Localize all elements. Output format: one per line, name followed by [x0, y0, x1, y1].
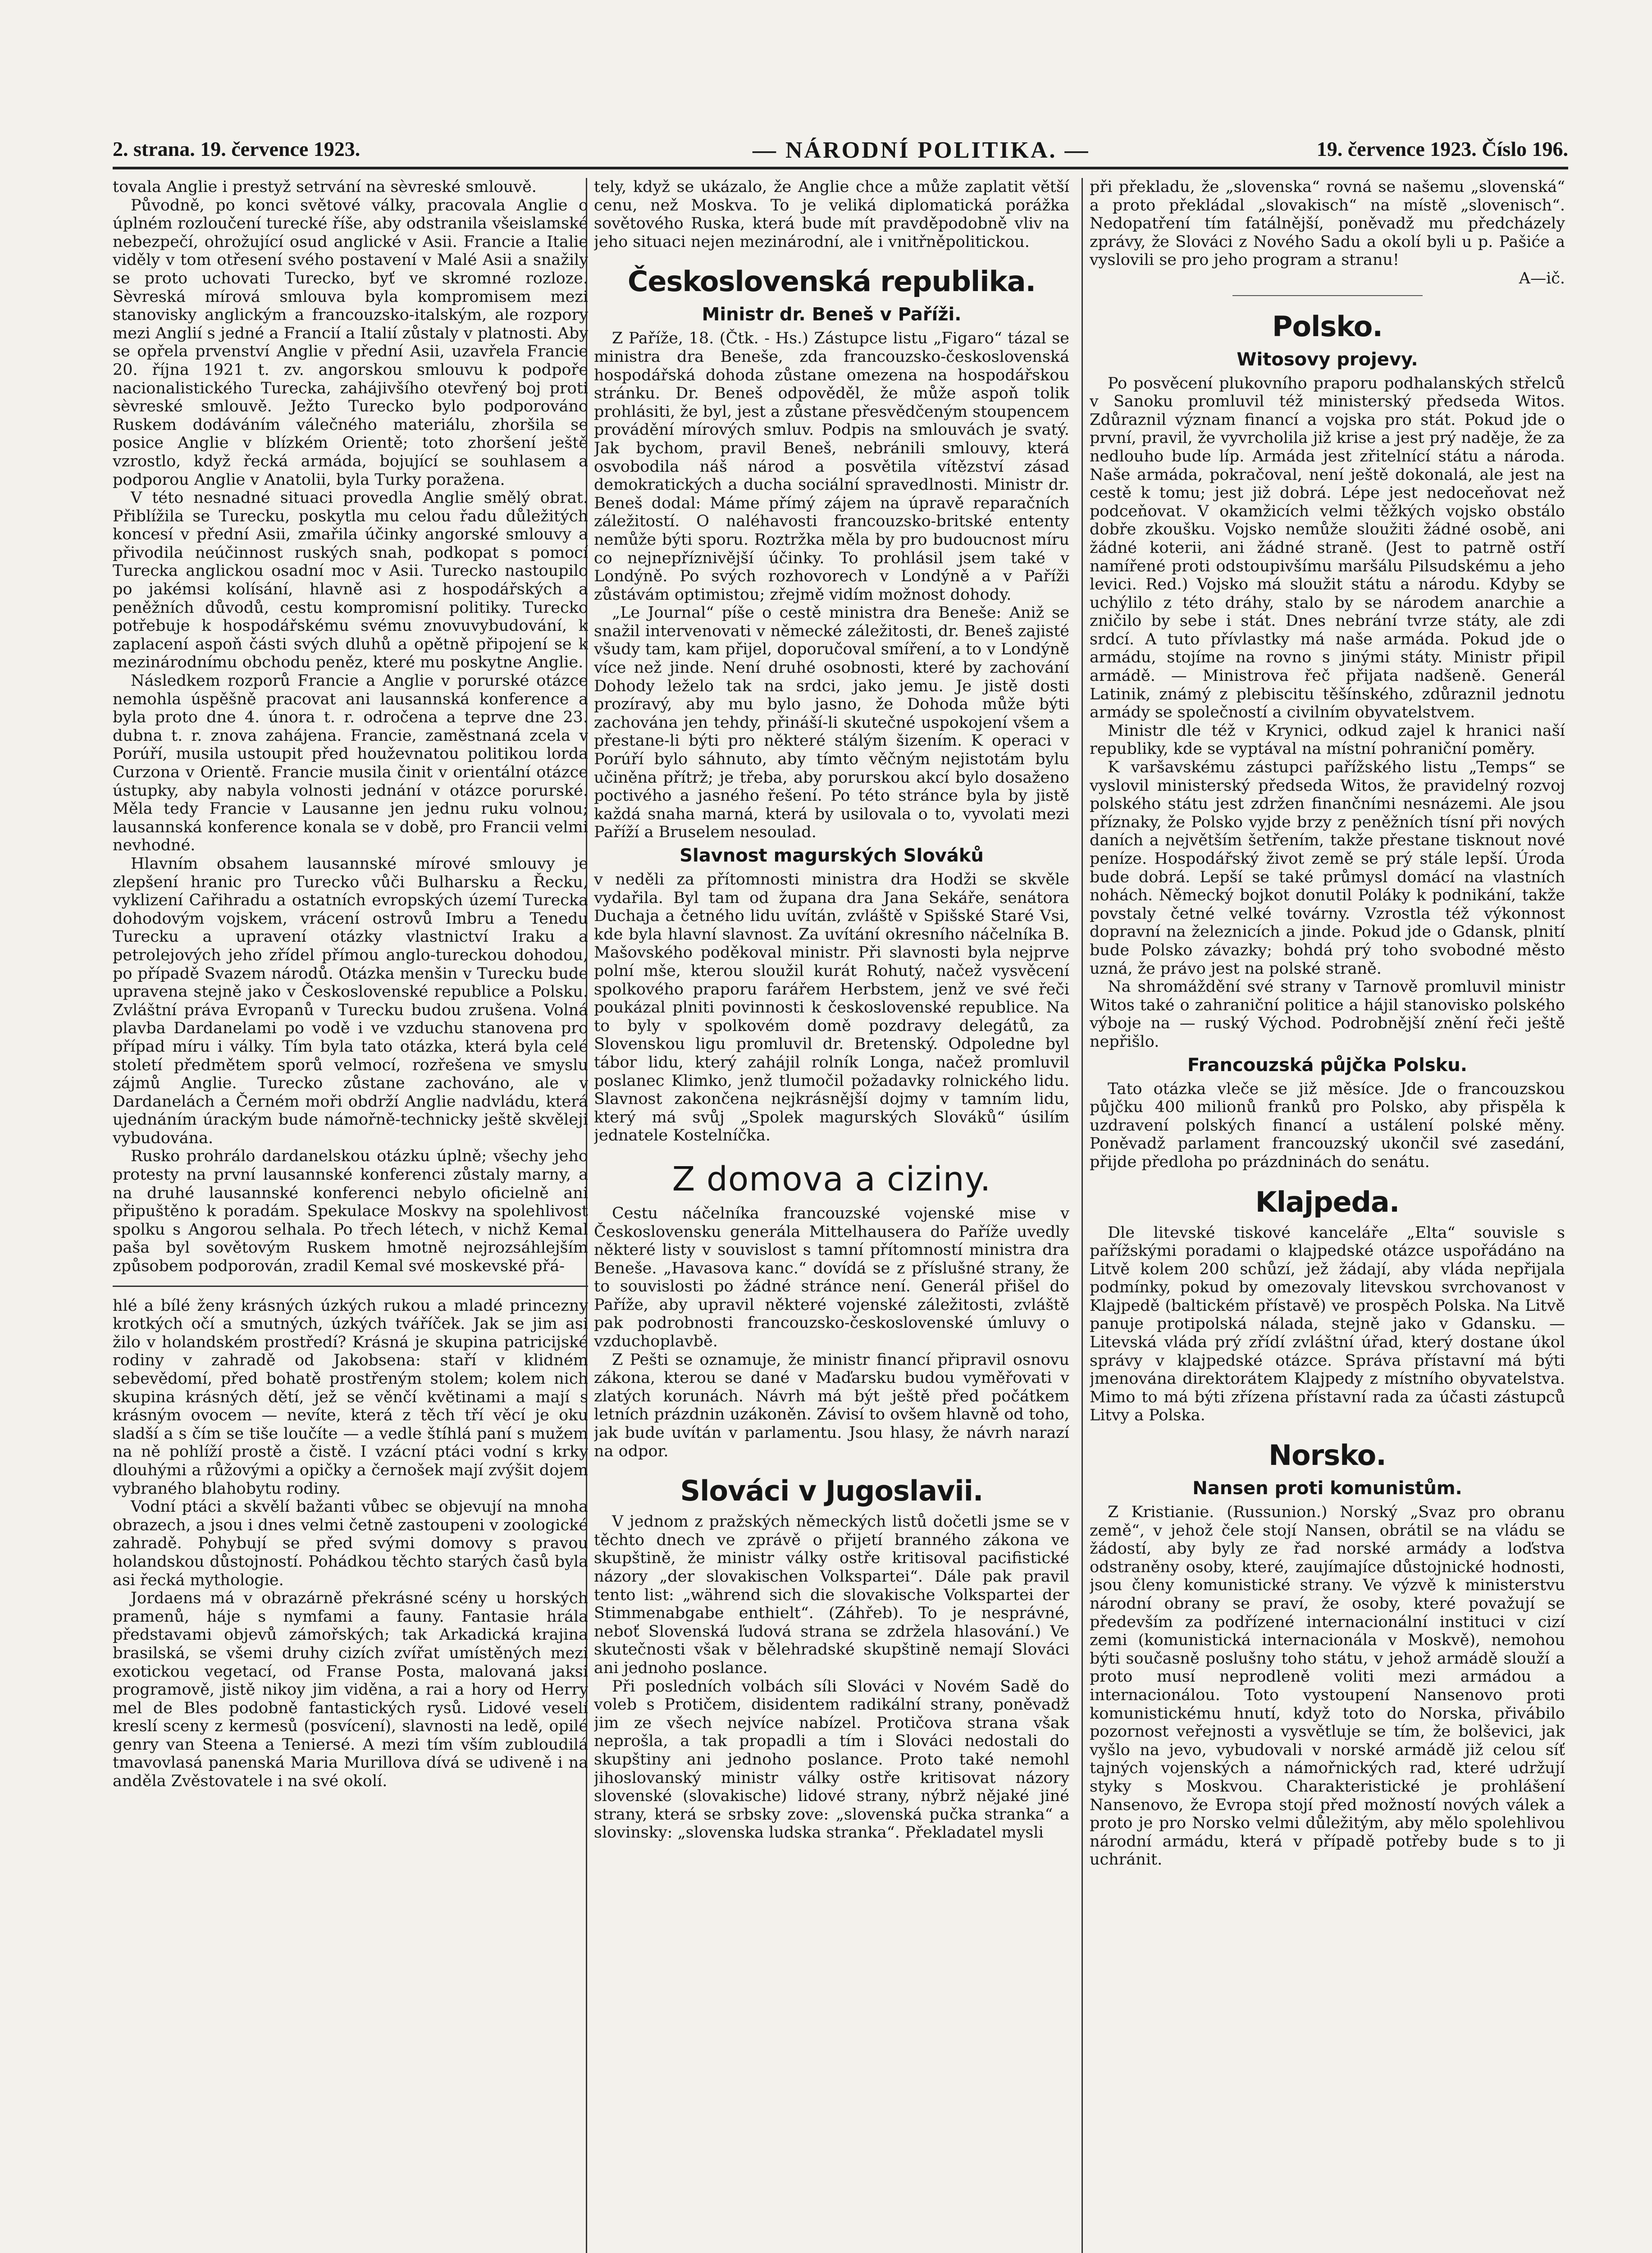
article-paragraph: Následkem rozporů Francie a Anglie v porurské otázce nemohla úspěšně pracovat ani lausannská konference a byla proto dne 4. února t. r. odročena a teprve dne 23. dubna t. r. znova zahájena. Francie, zaměstnaná zcela v Porúří, musila ustoupit před houževnatou politikou lorda Curzona v Orientě. Francie musila činit v orientální otázce ústupky, aby nabyla volnosti jednání v otázce porurské. Měla tedy Francie v Lausanne jen jednu ruku volnou; lausannská konference konala se v době, pro Francii velmi nevhodné.	[113, 672, 588, 855]
article-paragraph: „Le Journal“ píše o cestě ministra dra Beneše: Aniž se snažil intervenovati v německé záležitosti, dr. Beneš zajisté všudy tam, kam přijel, doporučoval smíření, a to v Londýně více než jinde. Není druhé osobnosti, které by zachování Dohody leželo tak na srdci, jako jemu. Je jistě dosti prozíravý, aby mu bylo jasno, že Dohoda může býti zachována jen tehdy, přináší-li skutečné uspokojení všem a přestane-li býti pro některé stálým šizením. K operaci v Porúří bylo sáhnuto, aby tímto věčným nejistotám bylu učiněna přítrž; je třeba, aby porurskou akcí bylo dosaženo poctivého a jasného řešení. Po této stránce byla by jistě každá snaha marná, která by usilovala o to, vyvolati mezi Paříží a Bruselem nesoulad.	[594, 604, 1069, 842]
column-1	[113, 178, 588, 2253]
article-headline-benes: Ministr dr. Beneš v Paříži.	[702, 304, 962, 325]
article-paragraph: Z Kristianie. (Russunion.) Norský „Svaz pro obranu země“, v jehož čele stojí Nansen, obrátil se na vládu se žádostí, aby byly ze řad norské armády a loďstva odstraněny osoby, které, zaujímajíce důstojnické hodnosti, jsou členy komunistické strany. Ve výzvě k ministerstvu národní obrany se praví, že osoby, které považují se především za podřízené internacionální instituci v cizí zemi (komunistická internacionála v Moskvě), nemohou býti současně poslušny toho státu, v jehož armádě slouží a proto musí neprodleně voliti mezi armádou a internacionálou. Toto vystoupení Nansenovo proti komunistickému hnutí, když toto do Norska, přivábilo pozornost veřejnosti a vysvětluje se tím, že bolševici, jak vyšlo na jevo, vybudovali v norské armádě již celou síť tajných vojenských a námořnických rad, které udržují styky s Moskvou. Charakteristické je prohlášení Nansenovo, že Evropa stojí před možností nových válek a proto je pro Norsko velmi důležitým, aby mělo spolehlivou národní armádu, která v případě potřeby bude s to ji uchránit.	[1090, 1503, 1565, 1869]
article-paragraph: tovala Anglie i prestyž setrvání na sèvreské smlouvě.	[113, 178, 537, 196]
article-paragraph: Z Pešti se oznamuje, že ministr financí připravil osnovu zákona, kterou se dané v Maďarsku budou vyměřovati v zlatých korunách. Návrh má být ještě před počátkem letních prázdnin uzákoněn. Závisí to ovšem hlavně od toho, jak bude uvítán v parlamentu. Jsou hlasy, že návrh narazí na odpor.	[594, 1350, 1069, 1460]
article-paragraph: Cestu náčelníka francouzské vojenské mise v Československu generála Mittelhausera do Paříže uvedly některé listy v souvislost s tamní přítomností ministra dra Beneše. „Havasova kanc.“ dovídá se z příslušné strany, že to souvislosti po žádné stránce není. Generál přišel do Paříže, aby upravil některé vojenské záležitosti, zvláště pak podrobnosti francouzsko-československé úmluvy o vzduchoplavbě.	[594, 1204, 1069, 1351]
section-title-norsko: Norsko.	[1269, 1439, 1386, 1472]
article-paragraph: Hlavním obsahem lausannské mírové smlouvy je zlepšení hranic pro Turecko vůči Bulharsku a Řecku, vyklizení Cařihradu a ostatních evropských území Turecka dohodovým vojskem, vrácení ostrovů Imbru a Tenedu Turecku a upravení otázky vlastnictví Iraku a petrolejových jeho zřídel přímou anglo-tureckou dohodou, po případě Svazem národů. Otázka menšin v Turecku bude upravena stejně jako v Československé republice a Polsku. Zvláštní práva Evropanů v Turecku budou zrušena. Volná plavba Dardanelami po vodě i ve vzduchu stanovena pro případ míru i války. Tím byla tato otázka, která byla celé století předmětem sporů velmocí, rozřešena ve smyslu zájmů Anglie. Turecko zůstane zachováno, ale v Dardanelách a Černém moři obdrží Anglie nadvládu, která ujednáním úrackým bude námořně-technicky ještě skvěleji vybudována.	[113, 854, 588, 1147]
section-title-ceskoslovenska-republika: Československá republika.	[627, 265, 1036, 298]
article-paragraph: v neděli za přítomnosti ministra dra Hodži se skvěle vydařila. Byl tam od župana dra Jana Sekáře, senátora Duchaja a četného lidu uvítán, zvláště v Spišské Staré Vsi, kde byla hlavní slavnost. Za uvítání okresního náčelníka B. Mašovského poděkoval ministr. Při slavnosti byla nejprve polní mše, kterou sloužil kurát Rohutý, načež vysvěcení spolkového praporu farářem Herbstem, jenž ve své řeči poukázal plniti povinnosti k československé republice. Na to byly v spolkovém domě pozdravy delegátů, za Slovenskou ligu promluvil dr. Bretenský. Odpoledne byl tábor lidu, který zahájil rolník Longa, načež promluvil poslanec Klimko, jenž tlumočil požadavky rolnického lidu. Slavnost zakončena nejkrásnější dojmy v tamním lidu, který má svůj „Spolek magurských Slováků“ úsilím jednatele Kostelníčka.	[594, 871, 1069, 1145]
section-title-polsko: Polsko.	[1272, 310, 1383, 343]
section-title-klajpeda: Klajpeda.	[1255, 1185, 1400, 1218]
article-paragraph: V jednom z pražských německých listů dočetli jsme se v těchto dnech ve zprávě o přijetí branného zákona ve skupštině, že ministr války ostře kritisoval pacifistické názory „der slovakischen Volkspartei“. Dále pak pravil tento list: „während sich die slovakische Volkspartei der Stimmenabgabe enthielt“. (Záhřeb). To je nesprávné, neboť Slovenská ľudová strana se zdržela hlasování.) Ve skutečnosti však v bělehradské skupštině nemají Slováci ani jednoho poslance.	[594, 1513, 1069, 1677]
masthead-title: — NÁRODNÍ POLITIKA. —	[753, 137, 1090, 163]
section-divider	[113, 1286, 588, 1287]
header-left: 2. strana. 19. července 1923.	[113, 137, 361, 160]
article-paragraph: Dle litevské tiskové kanceláře „Elta“ souvisle s pařížskými poradami o klajpedské otázce uspořádáno na Litvě kolem 200 schůzí, jež žádají, aby vláda nepřijala podmínky, pokud by omezovaly litevskou svrchovanost v Klajpedě (baltickém přístavě) ve prospěch Polska. Na Litvě panuje protipolská nálada, stejně jako v Gdansku. — Litevská vláda prý zřídí zvláštní úřad, který dostane úkol správy v klajpedské otázce. Správa přístavní má býti jmenována direktorátem Klajpedy z místního obyvatelstva. Mimo to má býti zřízena přístavní rada za účasti zástupců Litvy a Polska.	[1090, 1223, 1565, 1425]
article-paragraph: Ministr dle též v Krynici, odkud zajel k hranici naší republiky, kde se vyptával na místní pohraniční poměry.	[1090, 721, 1565, 758]
article-headline-nansen: Nansen proti komunistům.	[1192, 1478, 1462, 1499]
column-divider	[1082, 178, 1083, 2253]
article-divider	[1232, 295, 1423, 296]
section-title-z-domova-a-ciziny: Z domova a ciziny.	[672, 1159, 991, 1199]
article-paragraph: Původně, po konci světové války, pracovala Anglie o úplném rozloučení turecké říše, aby odstranila všeislamské nebezpečí, ohrožující osud anglické v Asii. Francie a Italie viděly v tom otřesení svého postavení v Malé Asii a snažily se proto uchovati Turecko, byť ve skromné rozloze. Sèvreská mírová smlouva byla kompromisem mezi stanovisky anglickým a francouzsko-italským, ale rozpory mezi Anglií s jedné a Francií a Italií zůstaly v platnosti. Aby se opřela prvenství Anglie v přední Asii, uzavřela Francie 20. října 1921 t. zv. angorskou smlouvu k podpoře nacionalistického Turecka, zahájivšího otevřený boj proti sèvreské smlouvě. Ježto Turecko bylo podporováno Ruskem dodáváním válečného materiálu, zhoršila se posice Anglie v blízkém Orientě; toto zhoršení ještě vzrostlo, když řecká armáda, bojující se souhlasem a podporou Anglie v Anatolii, byla Turky poražena.	[113, 196, 588, 489]
header-right: 19. července 1923. Číslo 196.	[1316, 137, 1568, 160]
article-paragraph: K varšavskému zástupci pařížského listu „Temps“ se vyslovil ministerský předseda Witos, že pravidelný rozvoj polského státu jest zdržen finančními nesnázemi. Ale jsou příznaky, že Polsko vyjde brzy z peněžních tísní při nových daních a největším šetřením, takže přestane tisknout nové peníze. Hospodářský život země se prý stále lepší. Úroda bude dobrá. Lepší se také průmysl domácí na vlastních nohách. Německý bojkot donutil Poláky k podnikání, takže povstaly četné velké továrny. Vzrostla též výkonnost dopravní na železnicích a jinde. Pokud jde o Gdansk, plnití bude Polsko závazky; bohdá prý toho svobodné město uzná, že právo jest na polské straně.	[1090, 758, 1565, 978]
article-paragraph: Z Paříže, 18. (Čtk. - Hs.) Zástupce listu „Figaro“ tázal se ministra dra Beneše, zda francouzsko-československá hospodářská dohoda zůstane omezena na hospodářskou stránku. Dr. Beneš odpověděl, že může aspoň tolik prohlásiti, že byl, jest a zůstane přesvědčeným stoupencem provádění mírových smluv. Podpis na smlouvách je svatý. Jak bychom, pravil Beneš, nebránili smlouvy, která osvobodila náš národ a posvětila vítězství zásad demokratických a ducha sociální spravedlnosti. Ministr dr. Beneš dodal: Máme přímý zájem na úpravě reparačních záležitostí. O naléhavosti francouzsko-britské ententy nemůže býti sporu. Roztržka měla by pro budoucnost míru co nejnepříznivější účinky. To prohlásil jsem také v Londýně. Po svých rozhovorech v Londýně a v Paříži zůstávám optimistou; zřejmě vidím možnost dohody.	[594, 329, 1069, 604]
article-paragraph: V této nesnadné situaci provedla Anglie smělý obrat. Přiblížila se Turecku, poskytla mu celou řadu důležitých koncesí v přední Asii, zmařila účinky angorské smlouvy a přivodila neúčinnost ruských snah, podkopat s pomocí Turecka anglickou osadní moc v Asii. Turecko nastoupilo po jakémsi kolísání, hlavně asi z hospodářských a peněžních důvodů, cestu kompromisní politiky. Turecko potřebuje k hospodářskému svému znovuvybudování, k zaplacení aspoň části svých dluhů a opětně připojení se k mezinárodnímu obchodu peněz, které mu poskytne Anglie.	[113, 489, 588, 672]
section-title-slovaci-v-jugoslavii: Slováci v Jugoslavii.	[680, 1474, 983, 1508]
author-signature: A—ič.	[1519, 269, 1565, 287]
article-paragraph: Rusko prohrálo dardanelskou otázku úplně; všechy jeho protesty na první lausannské konferenci zůstaly marny, a na druhé lausannské konferenci nebylo oficielně ani připuštěno k poradám. Spekulace Moskvy na spolehlivost spolku s Angorou selhala. Po třech létech, v nichž Kemal paša byl sovětovým Ruskem hmotně nejrozsáhlejším způsobem podporován, zradil Kemal své moskevské přá-	[113, 1147, 588, 1276]
article-paragraph: Při posledních volbách síli Slováci v Novém Sadě do voleb s Protičem, disidentem radikální strany, poněvadž jim ze všech nejvíce nabízel. Protičova strana však neprošla, a tak propadli a tím i Slováci nedostali do skupštiny ani jednoho poslance. Proto také nemohl jihoslovanský ministr války ostře kritisovat názory slovenské (slovakische) lidové strany, nýbrž nějaké jiné strany, která se srbsky zove: „slovenská pučka stranka“ a slovinsky: „slovenska ludska stranka“. Překladatel mysli	[594, 1677, 1069, 1842]
article-headline-francouzska-pujcka: Francouzská půjčka Polsku.	[1187, 1054, 1467, 1076]
page-header	[113, 135, 1568, 169]
article-paragraph: tely, když se ukázalo, že Anglie chce a může zaplatit větší cenu, než Moskva. To je veliká diplomatická porážka sovětového Ruska, která bude mít pravděpodobně vliv na jeho situaci nejen mezinárodní, ale i vnitřněpolitickou.	[594, 178, 1069, 251]
feuilleton-paragraph: hlé a bílé ženy krásných úzkých rukou a mladé princezny krotkých očí a smutných, úzkých tváříček. Jak se jim asi žilo v holandském prostředí? Krásná je skupina patricijské rodiny v zahradě od Jakobsena: staří v klidném sebevědomí, před bohatě prostřeným stolem; kolem nich skupina krásných dětí, jež se věnčí květinami a mají s krásným ovocem — nevíte, která z těch tří věcí je oku sladší a s čím se tiše loučíte — a vedle štíhlá paní s mužem na ně pohlíží prostě a čistě. I vzácní ptáci vodní s krky dlouhými a růžovými a opičky a černošek mají zvýšit dojem vybraného blahobytu rodiny.	[113, 1296, 588, 1498]
article-paragraph: Tato otázka vleče se již měsíce. Jde o francouzskou půjčku 400 milionů franků pro Polsko, aby přispěla k uzdravení polských financí a ustálení polské měny. Poněvadž parlament francouzský ukončil své zasedání, přijde předloha po prázdninách do senátu.	[1090, 1080, 1565, 1171]
article-paragraph: při překladu, že „slovenska“ rovná se našemu „slovenská“ a proto překládal „slovakisch“ na místě „slovenisch“. Nedopatření tím fatálnější, poněvadž mu předcházely zprávy, že Slováci z Nového Sadu a okolí byli u p. Pašiće a vyslovili se pro jeho program a stranu!	[1090, 178, 1565, 269]
feuilleton-paragraph: Vodní ptáci a skvělí bažanti vůbec se objevují na mnoha obrazech, a jsou i dnes velmi četně zastoupeni v zoologické zahradě. Pohybují se před svými domovy s pravou holandskou důstojností. Pohádkou těchto starých časů byla asi řecká mythologie.	[113, 1498, 588, 1589]
article-headline-magurskych-slovaku: Slavnost magurských Slováků	[680, 845, 984, 866]
article-paragraph: Po posvěcení plukovního praporu podhalanských střelců v Sanoku promluvil též ministerský předseda Witos. Zdůraznil význam financí a vojska pro stát. Pokud jde o první, pravil, že vyvrcholila již krise a jest prý naděje, že za nedlouho bude líp. Armáda jest zřitelnící státu a národa. Naše armáda, pokračoval, není ještě dokonalá, ale jest na cestě k tomu; jest již dobrá. Lépe jest nedoceňovat než podceňovat. V okamžicích velmi těžkých vojsko obstálo dobře zkoušku. Vojsko nemůže sloužiti žádné osobě, ani žádné koterii, ani žádné straně. (Jest to patrně ostří namířené proti odstoupivšímu maršálu Pilsudskému a jeho levici. Red.) Vojsko má sloužit státu a národu. Kdyby se uchýlilo z této dráhy, stalo by se národem anarchie a zničilo by sebe i stát. Dnes nebrání tvrze státy, ale zdi srdcí. A tuto přívlastky má naše armáda. Pokud jde o armádu, stojíme na rovno s jinými státy. Ministr připil armádě. — Ministrova řeč přijata nadšeně. Generál Latinik, známý z plebiscitu těšínského, zdůraznil jednotu armády se společností a civilním obyvatelstvem.	[1090, 374, 1565, 722]
column-3	[1090, 178, 1565, 2253]
column-2	[594, 178, 1069, 2253]
article-headline-witos: Witosovy projevy.	[1237, 349, 1418, 370]
feuilleton-paragraph: Jordaens má v obrazárně překrásné scény u horských pramenů, háje s nymfami a fauny. Fantasie hrála představami objevů zámořských; tak Arkadická krajina brasilská, se všemi druhy cizích zvířat umístěných mezi exotickou vegetací, od Franse Posta, malovaná jaksi programově, jistě nikoy jim viděna, a rai a hory od Herry mel de Bles podobně fantastických rysů. Lidové veselí kreslí sceny z kermesů (posvícení), slavnosti na ledě, opilé genry van Steena a Teniersé. A mezi tím vším zubloudilá tmavovlasá panenská Maria Murillova dívá se udiveně i na anděla Zvěstovatele i na své okolí.	[113, 1589, 588, 1791]
article-paragraph: Na shromáždění své strany v Tarnově promluvil ministr Witos také o zahraniční politice a hájil stanovisko polského výboje na — ruský Východ. Podrobnější znění řeči ještě nepřišlo.	[1090, 978, 1565, 1051]
